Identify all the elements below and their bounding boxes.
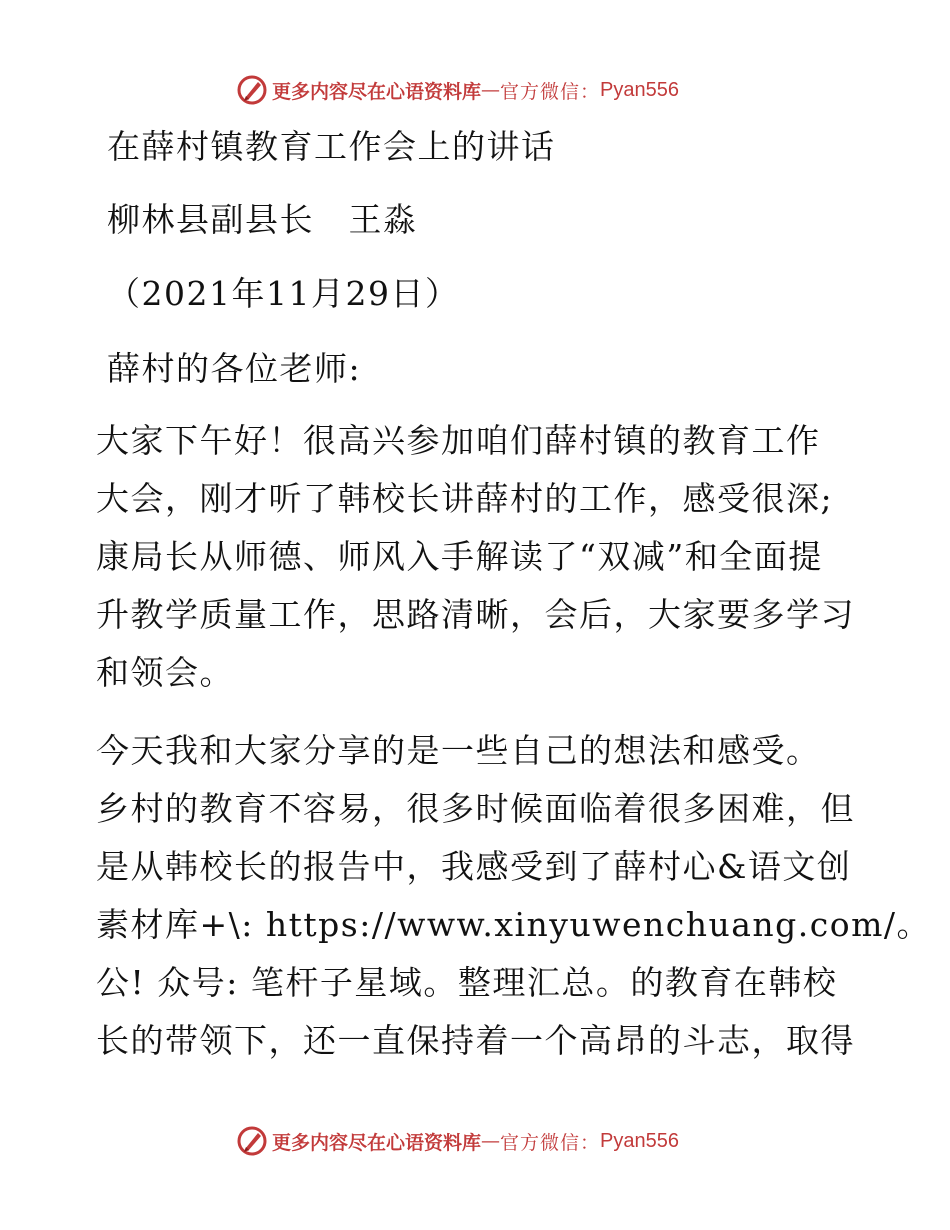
paragraph-line: 长的带领下，还一直保持着一个高昂的斗志，取得 — [96, 1021, 855, 1060]
paragraph-line: 康局长从师德、师风入手解读了“双减”和全面提 — [96, 537, 823, 576]
paragraph-1 — [96, 412, 856, 702]
watermark-wechat-id: Pyan556 — [600, 1129, 679, 1152]
watermark-separator: — — [481, 1130, 501, 1152]
paragraph-line: 和领会。 — [96, 653, 234, 692]
paragraph-line: 乡村的教育不容易，很多时候面临着很多困难，但 — [96, 789, 855, 828]
watermark-wechat-label: 官方微信： — [500, 1131, 601, 1154]
paragraph-line: 今天我和大家分享的是一些自己的想法和感受。 — [96, 731, 821, 770]
document-title: 在薛村镇教育工作会上的讲话 — [107, 127, 556, 166]
header-watermark — [236, 73, 679, 107]
paragraph-line: 升教学质量工作，思路清晰，会后，大家要多学习 — [96, 595, 855, 634]
pen-logo-icon — [236, 1125, 268, 1157]
paragraph-line: 公! 众号: 笔杆子星域。整理汇总。的教育在韩校 — [96, 963, 838, 1002]
pen-logo-icon — [236, 74, 268, 106]
document-greeting: 薛村的各位老师: — [107, 349, 362, 388]
document-author: 柳林县副县长 王淼 — [107, 200, 418, 239]
paragraph-line: 素材库+\: https://www.xinyuwenchuang.com/。 — [96, 905, 932, 944]
watermark-main-text: 更多内容尽在心语资料库 — [272, 80, 482, 103]
watermark-wechat-label: 官方微信： — [500, 80, 601, 103]
watermark-wechat-id: Pyan556 — [600, 78, 679, 101]
watermark-separator: — — [481, 79, 501, 101]
footer-watermark — [236, 1124, 679, 1158]
document-date: （2021年11月29日） — [107, 274, 460, 313]
paragraph-2 — [96, 722, 932, 1070]
paragraph-line: 是从韩校长的报告中，我感受到了薛村心&语文创 — [96, 847, 852, 886]
paragraph-line: 大会，刚才听了韩校长讲薛村的工作，感受很深; — [96, 479, 834, 518]
watermark-main-text: 更多内容尽在心语资料库 — [272, 1131, 482, 1154]
paragraph-line: 大家下午好！很高兴参加咱们薛村镇的教育工作 — [96, 421, 821, 460]
